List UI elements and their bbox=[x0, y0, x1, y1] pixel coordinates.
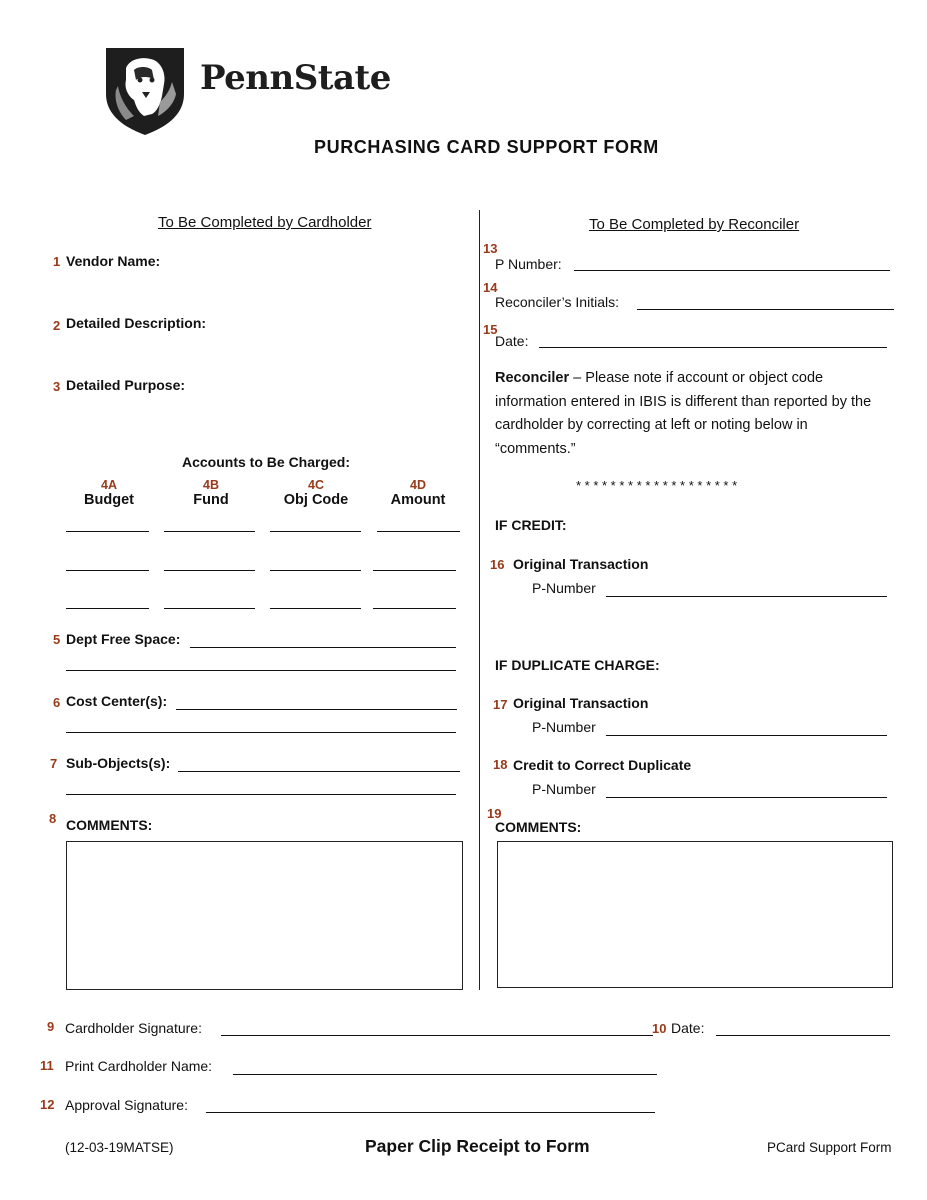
form-revision-code: (12-03-19MATSE) bbox=[65, 1140, 174, 1155]
detailed-purpose-label: Detailed Purpose: bbox=[66, 377, 186, 393]
original-transaction-2-pnumber-label: P-Number bbox=[532, 719, 596, 735]
left-column-heading: To Be Completed by Cardholder bbox=[158, 214, 372, 231]
reconciler-initials-label: Reconciler’s Initials: bbox=[495, 294, 619, 310]
sub-objects-label: Sub-Objects(s): bbox=[66, 755, 171, 771]
reconciler-comments-label: COMMENTS: bbox=[495, 819, 582, 835]
form-title: PURCHASING CARD SUPPORT FORM bbox=[314, 137, 659, 157]
col-objcode-header bbox=[270, 478, 362, 509]
col-objcode-code: 4C bbox=[308, 478, 324, 492]
dept-free-space-label: Dept Free Space: bbox=[66, 631, 181, 647]
amount-field-2[interactable] bbox=[373, 570, 456, 571]
amount-field-1[interactable] bbox=[377, 531, 460, 532]
reconciler-note-bold: Reconciler bbox=[495, 370, 570, 386]
col-budget-header bbox=[63, 478, 155, 509]
approval-signature-field[interactable] bbox=[206, 1112, 655, 1113]
cardholder-comments-box[interactable] bbox=[66, 841, 463, 990]
vendor-name-label: Vendor Name: bbox=[66, 253, 161, 269]
if-duplicate-heading: IF DUPLICATE CHARGE: bbox=[495, 657, 660, 673]
print-cardholder-name-label: Print Cardholder Name: bbox=[65, 1058, 213, 1074]
reconciler-note bbox=[495, 367, 890, 461]
col-amount-code: 4D bbox=[410, 478, 426, 492]
col-fund-header bbox=[165, 478, 257, 509]
print-cardholder-name-field[interactable] bbox=[233, 1074, 657, 1075]
original-transaction-2-pnumber-field[interactable] bbox=[606, 735, 887, 736]
penn-state-logo bbox=[104, 46, 404, 138]
reconciler-date-field[interactable] bbox=[539, 347, 887, 348]
field-number-6: 6 bbox=[53, 695, 61, 710]
budget-field-3[interactable] bbox=[66, 608, 149, 609]
field-number-1: 1 bbox=[53, 254, 61, 269]
signature-date-label: Date: bbox=[671, 1020, 705, 1036]
budget-field-2[interactable] bbox=[66, 570, 149, 571]
field-number-5: 5 bbox=[53, 632, 61, 647]
col-amount-header bbox=[372, 478, 464, 509]
field-number-9: 9 bbox=[47, 1019, 55, 1034]
dept-free-space-field[interactable] bbox=[190, 647, 456, 648]
p-number-field[interactable] bbox=[574, 270, 890, 271]
sub-objects-field-2[interactable] bbox=[66, 794, 456, 795]
reconciler-date-label: Date: bbox=[495, 333, 529, 349]
field-number-15: 15 bbox=[483, 322, 498, 337]
field-number-19: 19 bbox=[487, 806, 502, 821]
field-number-10: 10 bbox=[652, 1021, 667, 1036]
cardholder-signature-field[interactable] bbox=[221, 1035, 653, 1036]
field-number-8: 8 bbox=[49, 811, 57, 826]
p-number-label: P Number: bbox=[495, 256, 562, 272]
penn-state-wordmark: PennState bbox=[200, 58, 391, 98]
credit-duplicate-pnumber-label: P-Number bbox=[532, 781, 596, 797]
cost-center-label: Cost Center(s): bbox=[66, 693, 168, 709]
paper-clip-instruction: Paper Clip Receipt to Form bbox=[365, 1136, 590, 1156]
fund-field-1[interactable] bbox=[164, 531, 255, 532]
form-name-footer: PCard Support Form bbox=[767, 1140, 892, 1155]
fund-field-2[interactable] bbox=[164, 570, 255, 571]
col-fund-label: Fund bbox=[193, 492, 229, 508]
original-transaction-1-label: Original Transaction bbox=[513, 556, 649, 572]
cost-center-field[interactable] bbox=[176, 709, 457, 710]
field-number-2: 2 bbox=[53, 318, 61, 333]
field-number-18: 18 bbox=[493, 757, 508, 772]
accounts-to-be-charged-title: Accounts to Be Charged: bbox=[182, 454, 351, 470]
field-number-13: 13 bbox=[483, 241, 498, 256]
cost-center-field-2[interactable] bbox=[66, 732, 456, 733]
objcode-field-3[interactable] bbox=[270, 608, 361, 609]
col-amount-label: Amount bbox=[390, 492, 446, 508]
field-number-14: 14 bbox=[483, 280, 498, 295]
approval-signature-label: Approval Signature: bbox=[65, 1097, 188, 1113]
credit-duplicate-pnumber-field[interactable] bbox=[606, 797, 887, 798]
sub-objects-field[interactable] bbox=[178, 771, 460, 772]
dept-free-space-field-2[interactable] bbox=[66, 670, 456, 671]
cardholder-comments-label: COMMENTS: bbox=[66, 817, 153, 833]
cardholder-signature-label: Cardholder Signature: bbox=[65, 1020, 202, 1036]
field-number-7: 7 bbox=[50, 756, 58, 771]
reconciler-comments-box[interactable] bbox=[497, 841, 893, 988]
original-transaction-1-pnumber-label: P-Number bbox=[532, 580, 596, 596]
fund-field-3[interactable] bbox=[164, 608, 255, 609]
original-transaction-1-pnumber-field[interactable] bbox=[606, 596, 887, 597]
field-number-3: 3 bbox=[53, 379, 61, 394]
col-objcode-label: Obj Code bbox=[283, 492, 349, 508]
right-column-heading: To Be Completed by Reconciler bbox=[589, 216, 800, 233]
field-number-17: 17 bbox=[493, 697, 508, 712]
nittany-lion-shield-icon bbox=[104, 46, 186, 136]
col-budget-code: 4A bbox=[101, 478, 117, 492]
field-number-12: 12 bbox=[40, 1097, 55, 1112]
objcode-field-2[interactable] bbox=[270, 570, 361, 571]
budget-field-1[interactable] bbox=[66, 531, 149, 532]
objcode-field-1[interactable] bbox=[270, 531, 361, 532]
column-divider bbox=[479, 210, 480, 990]
col-fund-code: 4B bbox=[203, 478, 219, 492]
if-credit-heading: IF CREDIT: bbox=[495, 517, 567, 533]
credit-duplicate-label: Credit to Correct Duplicate bbox=[513, 757, 692, 773]
field-number-16: 16 bbox=[490, 557, 505, 572]
original-transaction-2-label: Original Transaction bbox=[513, 695, 649, 711]
amount-field-3[interactable] bbox=[373, 608, 456, 609]
col-budget-label: Budget bbox=[84, 492, 134, 508]
detailed-description-label: Detailed Description: bbox=[66, 315, 207, 331]
signature-date-field[interactable] bbox=[716, 1035, 890, 1036]
stars-divider: * * * * * * * * * * * * * * * * * * * bbox=[576, 478, 738, 493]
reconciler-initials-field[interactable] bbox=[637, 309, 894, 310]
field-number-11: 11 bbox=[40, 1058, 54, 1073]
reconciler-note-text: – Please note if account or object code information entered in IBIS is different than reported by the cardholder by correcting at left or noting below in “comments.” bbox=[495, 370, 872, 457]
